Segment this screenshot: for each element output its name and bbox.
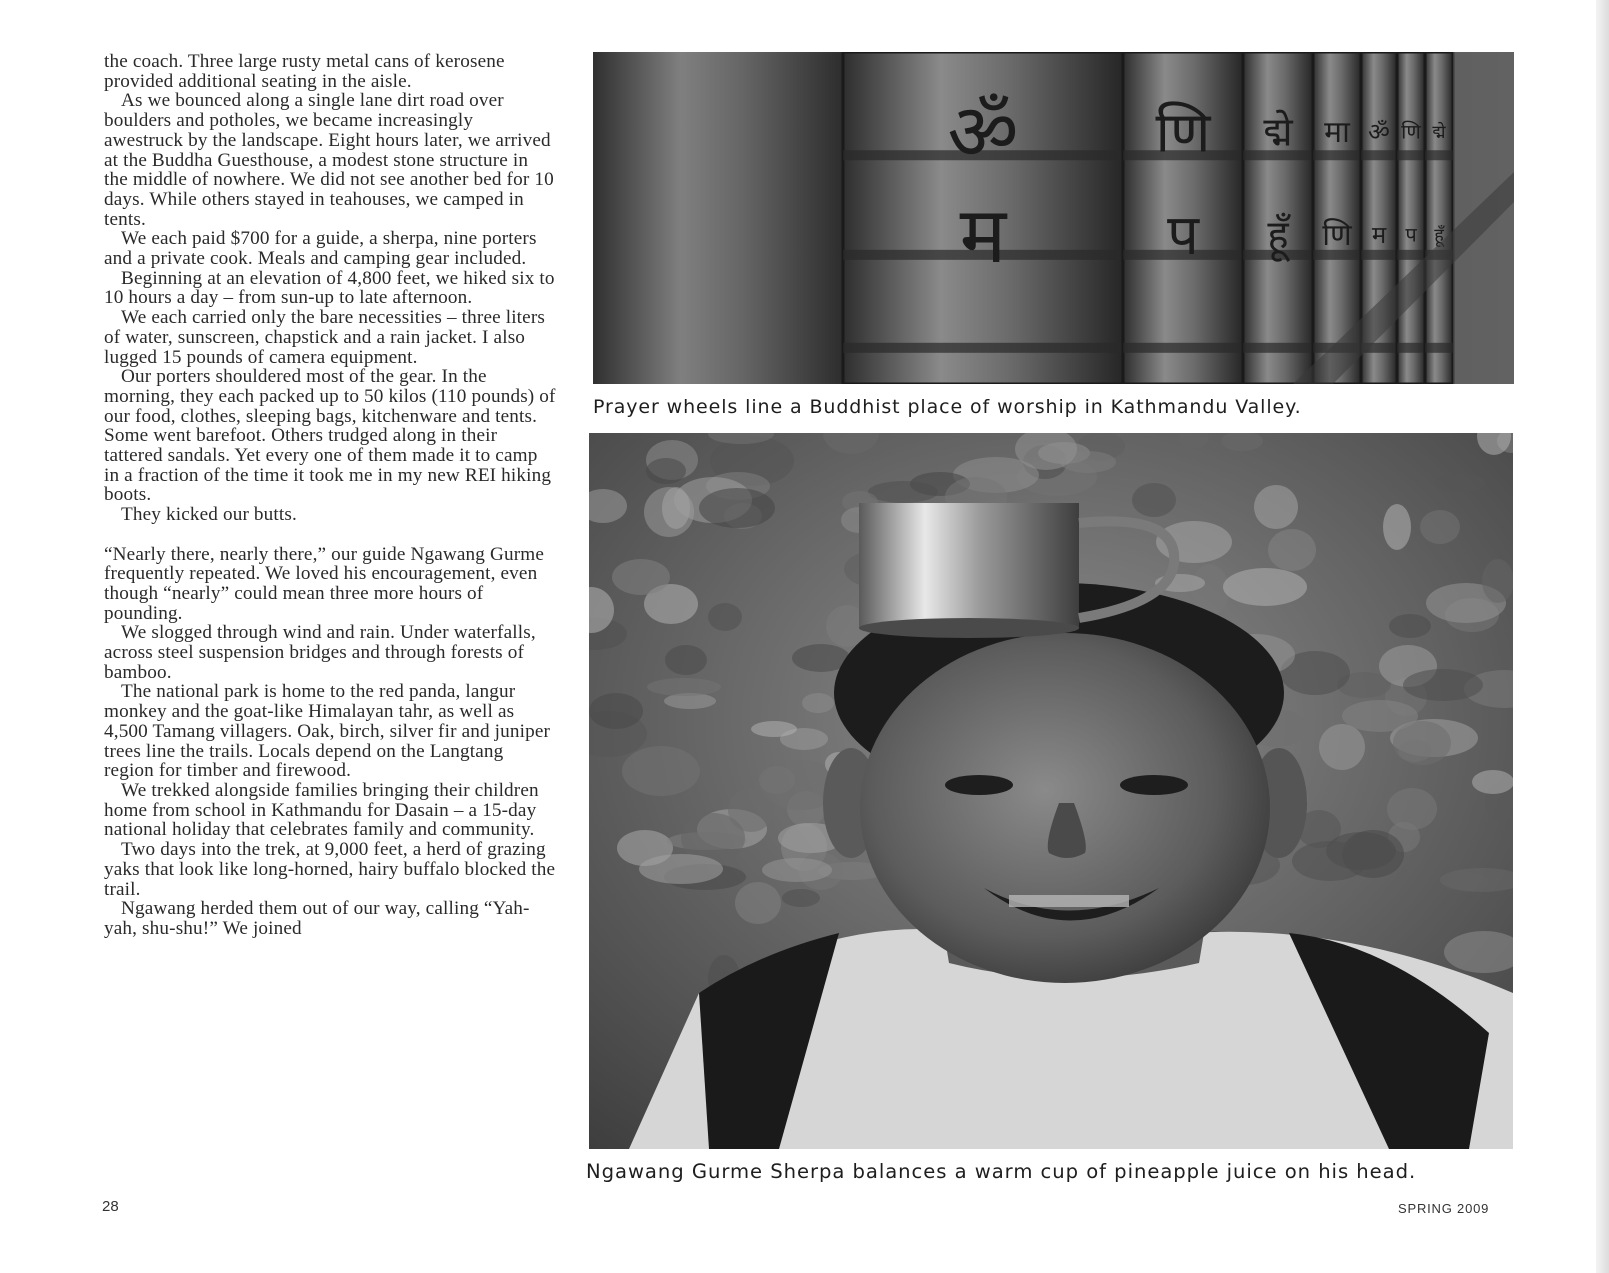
drum-band — [843, 343, 1123, 353]
foliage-leaf — [1254, 485, 1298, 529]
article-paragraph: “Nearly there, nearly there,” our guide Ngawang Gurme frequently repeated. We loved his encouragement, even though “nearly” could mean three more hours of pounding. — [104, 543, 545, 624]
foliage-leaf — [782, 889, 820, 907]
foliage-leaf — [612, 559, 670, 595]
foliage-leaf — [802, 693, 834, 713]
foliage-leaf — [1342, 700, 1418, 732]
foliage-leaf — [699, 488, 775, 528]
drum-band — [1123, 343, 1243, 353]
foliage-leaf — [1223, 568, 1307, 606]
drum-script-glyph: ॐ — [947, 87, 1019, 178]
foliage-leaf — [759, 766, 795, 794]
foliage-leaf — [1268, 529, 1316, 571]
foliage-leaf — [1389, 614, 1431, 638]
drum-band — [1361, 150, 1397, 160]
article-paragraph: the coach. Three large rusty metal cans of kerosene provided additional seating in the aisle. — [104, 51, 505, 92]
article-paragraph: Ngawang herded them out of our way, calling “Yah-yah, shu-shu!” We joined — [104, 898, 530, 939]
drum-script-glyph: हूँ — [1434, 224, 1444, 246]
article-paragraph: Two days into the trek, at 9,000 feet, a herd of grazing yaks that look like long-horned, hairy buffalo blocked the trail. — [104, 839, 556, 900]
prayer-wheel-drum — [1397, 52, 1425, 384]
sherpa-portrait-photo — [589, 433, 1513, 1149]
foliage-leaf — [647, 678, 721, 696]
drum-script-glyph: म — [1371, 221, 1387, 249]
foliage-leaf — [589, 693, 643, 729]
foliage-leaf — [728, 788, 774, 832]
drum-band — [1243, 343, 1313, 353]
drum-band — [1361, 250, 1397, 260]
article-paragraph: We each carried only the bare necessities – three liters of water, sunscreen, chapstick and a rain jacket. I also lugged 15 pounds of camera equipment. — [104, 307, 545, 368]
page-spine-edge — [1596, 0, 1609, 1273]
foliage-leaf — [1403, 669, 1483, 701]
prayer-wheels-image — [593, 52, 1514, 384]
foliage-leaf — [1132, 483, 1176, 517]
drum-band — [1425, 343, 1453, 353]
foliage-leaf — [1383, 504, 1411, 550]
drum-script-glyph: द्मे — [1432, 121, 1446, 143]
drum-script-glyph: ॐ — [1368, 118, 1390, 147]
article-paragraph: We each paid $700 for a guide, a sherpa, nine porters and a private cook. Meals and camping gear included. — [104, 228, 537, 270]
issue-label: SPRING 2009 — [1398, 1201, 1490, 1216]
prayer-wheels-caption: Prayer wheels line a Buddhist place of worship in Kathmandu Valley. — [593, 396, 1302, 418]
drum-band — [1397, 250, 1425, 260]
drum-script-glyph: णि — [1322, 218, 1352, 254]
foliage-leaf — [868, 481, 938, 503]
article-paragraph: They kicked our butts. — [121, 504, 297, 526]
sherpa-caption: Ngawang Gurme Sherpa balances a warm cup of pineapple juice on his head. — [586, 1160, 1417, 1183]
drum-script-glyph: द्मे — [1263, 109, 1293, 156]
drum-band — [1397, 343, 1425, 353]
foliage-leaf — [639, 854, 723, 884]
foliage-leaf — [762, 858, 832, 882]
drum-script-glyph: हूँ — [1267, 212, 1289, 259]
foliage-leaf — [1387, 788, 1437, 830]
sherpa-portrait-image — [589, 433, 1513, 1149]
drum-band — [1425, 150, 1453, 160]
drum-script-glyph: णि — [1401, 119, 1421, 144]
article-paragraph: The national park is home to the red panda, langur monkey and the goat-like Himalayan tahr, as well as 4,500 Tamang villagers. Oak, birch, silver fir and juniper trees line the trails. Locals depend on the Langtang region for timber and firewood. — [104, 681, 551, 782]
article-paragraph: We slogged through wind and rain. Under waterfalls, across steel suspension bridges and through forests of bamboo. — [104, 622, 536, 683]
drum-band — [1313, 150, 1361, 160]
foliage-leaf — [1435, 474, 1485, 492]
foliage-leaf — [622, 746, 700, 796]
foliage-leaf — [751, 721, 797, 737]
foliage-leaf — [646, 458, 686, 484]
article-paragraph: We trekked alongside families bringing their children home from school in Kathmandu for Dasain – a 15-day national holiday that celebrates family and community. — [104, 780, 539, 841]
prayer-wheel-drum — [1425, 52, 1453, 384]
drum-script-glyph: णि — [1155, 100, 1211, 166]
page-number: 28 — [102, 1198, 119, 1215]
drum-script-glyph: प — [1167, 203, 1199, 269]
article-paragraph: Our porters shouldered most of the gear. In the morning, they each packed up to 50 kilos (110 pounds) of our food, clothes, sleeping bags, kitchenware and tents. Some went barefoot. Others trudged along in their tattered sandals. Yet every one of them made it to camp in a fraction of the time it took me in my new REI hiking boots. — [104, 366, 556, 506]
drum-script-glyph: मा — [1324, 115, 1350, 151]
foliage-leaf — [708, 603, 742, 631]
article-paragraph: Beginning at an elevation of 4,800 feet, we hiked six to 10 hours a day – from sun-up to late afternoon. — [104, 267, 555, 309]
drum-script-glyph: प — [1405, 222, 1417, 247]
foliage-leaf — [1472, 770, 1513, 794]
drum-script-glyph: म — [959, 190, 1007, 281]
foliage-leaf — [665, 645, 707, 675]
article-body — [104, 52, 556, 939]
foliage-leaf — [1292, 841, 1368, 881]
foliage-leaf — [735, 882, 781, 924]
article-paragraph: As we bounced along a single lane dirt road over boulders and potholes, we became increasingly awestruck by the landscape. Eight hours later, we arrived at the Buddha Guesthouse, a modest stone structure in the middle of nowhere. We did not see another bed for 10 days. While others stayed in teahouses, we camped in tents. — [104, 90, 554, 230]
foliage-leaf — [1482, 559, 1513, 603]
foliage-leaf — [1420, 510, 1460, 544]
foliage-leaf — [1319, 724, 1365, 770]
prayer-wheels-photo — [593, 52, 1514, 384]
drum-band — [1397, 150, 1425, 160]
